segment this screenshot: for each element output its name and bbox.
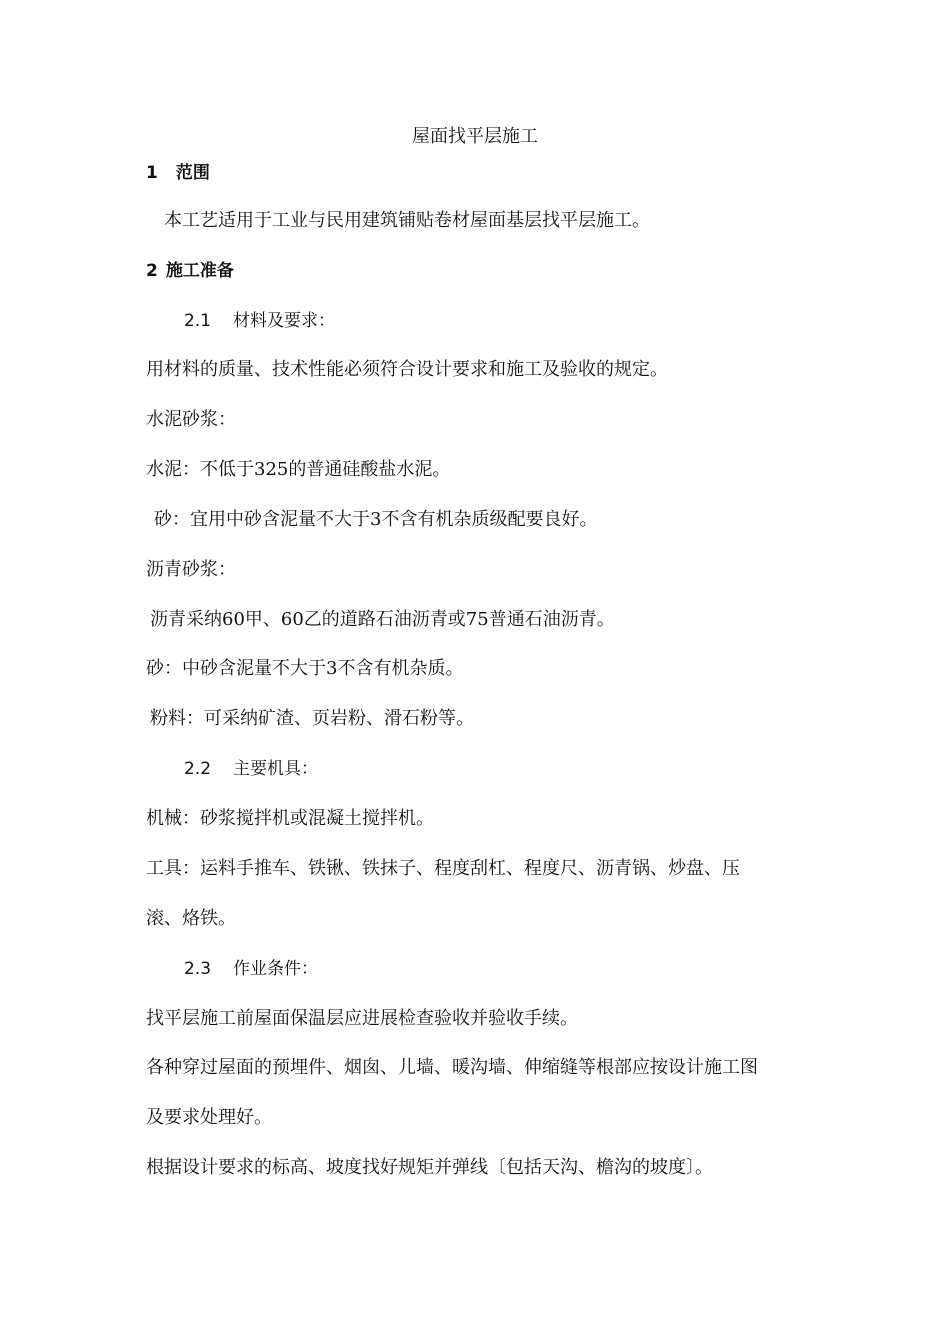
paragraph: 水泥：不低于325的普通硅酸盐水泥。 [146, 459, 451, 480]
subsection-label: 主要机具： [233, 759, 319, 779]
section-number: 2 [146, 261, 158, 281]
subsection-2-2-heading [184, 756, 864, 782]
paragraph: 沥青砂浆： [146, 559, 236, 580]
paragraph: 本工艺适用于工业与民用建筑铺贴卷材屋面基层找平层施工。 [164, 210, 650, 231]
subsection-number: 2.1 [184, 311, 212, 331]
paragraph: 滚、烙铁。 [146, 908, 236, 929]
subsection-label: 作业条件： [233, 959, 319, 979]
paragraph: 用材料的质量、技术性能必须符合设计要求和施工及验收的规定。 [146, 359, 668, 380]
paragraph: 工具：运料手推车、铁锹、铁抹子、程度刮杠、程度尺、沥青锅、炒盘、压 [146, 858, 740, 879]
section-number: 1 [146, 163, 158, 183]
paragraph: 找平层施工前屋面保温层应进展检查验收并验收手续。 [146, 1008, 578, 1029]
subsection-2-1-heading [184, 308, 864, 334]
paragraph: 各种穿过屋面的预埋件、烟囱、儿墙、暖沟墙、伸缩缝等根部应按设计施工图 [146, 1057, 758, 1078]
subsection-2-3-heading [184, 956, 864, 982]
section-1-heading [146, 160, 826, 186]
paragraph: 沥青采纳60甲、60乙的道路石油沥青或75普通石油沥青。 [150, 609, 615, 630]
paragraph: 根据设计要求的标高、坡度找好规矩并弹线〔包括天沟、檐沟的坡度〕。 [146, 1157, 713, 1178]
paragraph: 粉料：可采纳矿渣、页岩粉、滑石粉等。 [150, 708, 474, 729]
paragraph: 机械：砂浆搅拌机或混凝土搅拌机。 [146, 808, 434, 829]
section-label: 范围 [175, 163, 210, 183]
subsection-number: 2.3 [184, 959, 212, 979]
subsection-number: 2.2 [184, 759, 212, 779]
paragraph: 砂：宜用中砂含泥量不大于3不含有机杂质级配要良好。 [154, 509, 598, 530]
paragraph: 及要求处理好。 [146, 1107, 272, 1128]
subsection-label: 材料及要求： [233, 311, 336, 331]
paragraph: 砂：中砂含泥量不大于3不含有机杂质。 [146, 658, 464, 679]
paragraph: 水泥砂浆： [146, 409, 236, 430]
section-label: 施工准备 [165, 261, 234, 281]
document-title: 屋面找平层施工 [412, 126, 538, 147]
section-2-heading [146, 258, 826, 284]
